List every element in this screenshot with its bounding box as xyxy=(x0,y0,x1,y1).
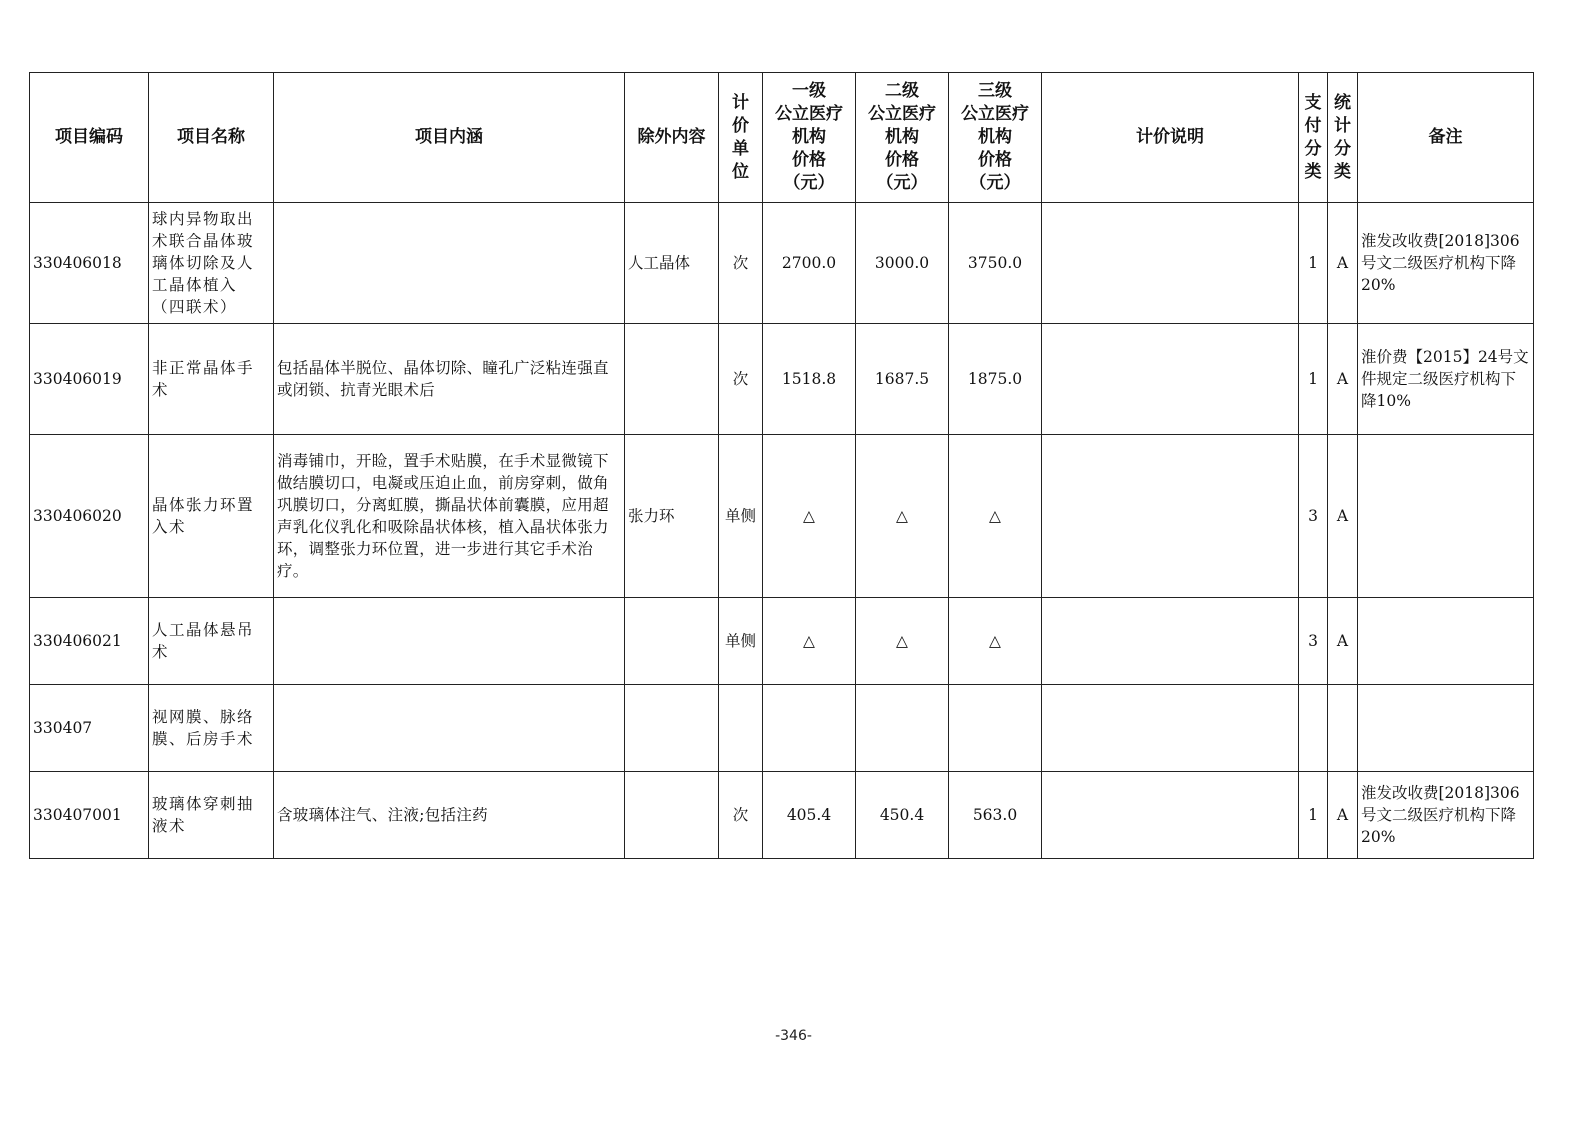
header-stat-category: 统 计 分 类 xyxy=(1328,73,1358,203)
header-row xyxy=(30,73,1534,203)
payment-category xyxy=(1299,685,1328,772)
item-content xyxy=(274,598,625,685)
stat-category: A xyxy=(1328,203,1358,324)
price-level-2: 450.4 xyxy=(856,772,949,859)
page-number: -346- xyxy=(775,1028,812,1044)
header-remarks: 备注 xyxy=(1358,73,1534,203)
payment-category: 1 xyxy=(1299,203,1328,324)
price-level-3: △ xyxy=(949,598,1042,685)
header-price-level-2: 二级 公立医疗 机构 价格 （元） xyxy=(856,73,949,203)
price-level-3: 1875.0 xyxy=(949,324,1042,435)
item-excluded: 人工晶体 xyxy=(625,203,719,324)
payment-category: 1 xyxy=(1299,324,1328,435)
item-name: 玻璃体穿刺抽液术 xyxy=(149,772,274,859)
pricing-note xyxy=(1042,435,1299,598)
remarks xyxy=(1358,685,1534,772)
item-content: 包括晶体半脱位、晶体切除、瞳孔广泛粘连强直或闭锁、抗青光眼术后 xyxy=(274,324,625,435)
item-code: 330406021 xyxy=(30,598,149,685)
stat-category: A xyxy=(1328,435,1358,598)
item-code: 330406019 xyxy=(30,324,149,435)
remarks xyxy=(1358,598,1534,685)
price-level-2: 1687.5 xyxy=(856,324,949,435)
item-name: 非正常晶体手术 xyxy=(149,324,274,435)
item-content: 含玻璃体注气、注液;包括注药 xyxy=(274,772,625,859)
table-row xyxy=(30,435,1534,598)
price-level-1: 1518.8 xyxy=(763,324,856,435)
header-content: 项目内涵 xyxy=(274,73,625,203)
item-unit: 次 xyxy=(719,772,763,859)
price-level-2 xyxy=(856,685,949,772)
table-row xyxy=(30,203,1534,324)
price-level-3: △ xyxy=(949,435,1042,598)
table-row xyxy=(30,598,1534,685)
price-level-3: 3750.0 xyxy=(949,203,1042,324)
price-level-2: △ xyxy=(856,435,949,598)
item-unit: 单侧 xyxy=(719,598,763,685)
payment-category: 1 xyxy=(1299,772,1328,859)
item-name: 人工晶体悬吊术 xyxy=(149,598,274,685)
price-level-1: 405.4 xyxy=(763,772,856,859)
item-content xyxy=(274,203,625,324)
price-level-3: 563.0 xyxy=(949,772,1042,859)
table-row xyxy=(30,685,1534,772)
item-code: 330407 xyxy=(30,685,149,772)
item-unit: 次 xyxy=(719,203,763,324)
remarks: 淮发改收费[2018]306号文二级医疗机构下降20% xyxy=(1358,772,1534,859)
item-name: 视网膜、脉络膜、后房手术 xyxy=(149,685,274,772)
stat-category: A xyxy=(1328,772,1358,859)
pricing-note xyxy=(1042,324,1299,435)
item-content: 消毒铺巾，开睑，置手术贴膜，在手术显微镜下做结膜切口，电凝或压迫止血，前房穿刺，做角巩膜切口，分离虹膜，撕晶状体前囊膜，应用超声乳化仪乳化和吸除晶状体核，植入晶状体张力环，调整张力环位置，进一步进行其它手术治疗。 xyxy=(274,435,625,598)
item-code: 330406020 xyxy=(30,435,149,598)
item-name: 晶体张力环置入术 xyxy=(149,435,274,598)
item-excluded xyxy=(625,772,719,859)
price-level-3 xyxy=(949,685,1042,772)
pricing-note xyxy=(1042,685,1299,772)
price-level-1: 2700.0 xyxy=(763,203,856,324)
item-content xyxy=(274,685,625,772)
table-row xyxy=(30,324,1534,435)
remarks: 淮发改收费[2018]306号文二级医疗机构下降20% xyxy=(1358,203,1534,324)
price-level-2: 3000.0 xyxy=(856,203,949,324)
header-payment-category: 支 付 分 类 xyxy=(1299,73,1328,203)
remarks xyxy=(1358,435,1534,598)
header-name: 项目名称 xyxy=(149,73,274,203)
payment-category: 3 xyxy=(1299,435,1328,598)
item-code: 330407001 xyxy=(30,772,149,859)
header-code: 项目编码 xyxy=(30,73,149,203)
item-code: 330406018 xyxy=(30,203,149,324)
item-unit: 次 xyxy=(719,324,763,435)
header-price-level-1: 一级 公立医疗 机构 价格 （元） xyxy=(763,73,856,203)
item-excluded xyxy=(625,324,719,435)
header-unit: 计 价 单 位 xyxy=(719,73,763,203)
stat-category: A xyxy=(1328,598,1358,685)
price-level-2: △ xyxy=(856,598,949,685)
item-unit xyxy=(719,685,763,772)
price-level-1 xyxy=(763,685,856,772)
header-pricing-note: 计价说明 xyxy=(1042,73,1299,203)
header-price-level-3: 三级 公立医疗 机构 价格 （元） xyxy=(949,73,1042,203)
price-level-1: △ xyxy=(763,435,856,598)
table-row xyxy=(30,772,1534,859)
price-level-1: △ xyxy=(763,598,856,685)
item-name: 球内异物取出术联合晶体玻璃体切除及人工晶体植入（四联术） xyxy=(149,203,274,324)
payment-category: 3 xyxy=(1299,598,1328,685)
item-excluded xyxy=(625,685,719,772)
pricing-note xyxy=(1042,772,1299,859)
stat-category xyxy=(1328,685,1358,772)
item-unit: 单侧 xyxy=(719,435,763,598)
pricing-note xyxy=(1042,203,1299,324)
item-excluded: 张力环 xyxy=(625,435,719,598)
item-excluded xyxy=(625,598,719,685)
stat-category: A xyxy=(1328,324,1358,435)
remarks: 淮价费【2015】24号文件规定二级医疗机构下降10% xyxy=(1358,324,1534,435)
pricing-note xyxy=(1042,598,1299,685)
price-table xyxy=(29,72,1534,859)
header-excluded: 除外内容 xyxy=(625,73,719,203)
